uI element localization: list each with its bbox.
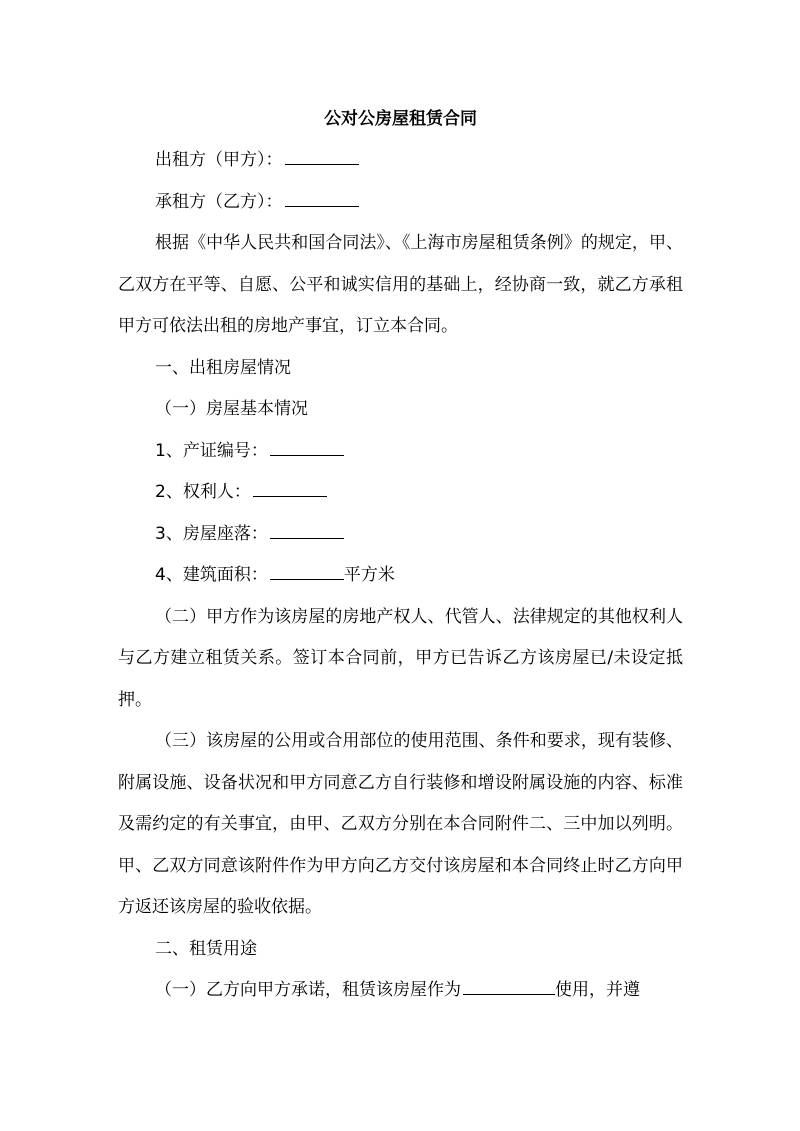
item2-label: 2、权利人： bbox=[155, 482, 251, 502]
lessee-label: 承租方（乙方）： bbox=[155, 191, 283, 212]
sec2-sub1-prefix: （一）乙方向甲方承诺，租赁该房屋作为 bbox=[155, 980, 461, 1000]
sub2-paragraph: （二）甲方作为该房屋的房地产权人、代管人、法律规定的其他权利人与乙方建立租赁关系。签订本合同前，甲方已告诉乙方该房屋已/未设定抵押。 bbox=[118, 606, 683, 710]
lessor-line bbox=[118, 140, 683, 182]
sec2-sub1-suffix: 使用，并遵 bbox=[555, 980, 640, 1000]
preamble-paragraph: 根据《中华人民共和国合同法》、《上海市房屋租赁条例》的规定，甲、乙双方在平等、自愿、公平和诚实信用的基础上，经协商一致，就乙方承租甲方可依法出租的房地产事宜，订立本合同。 bbox=[118, 233, 683, 336]
section2-heading: 二、租赁用途 bbox=[155, 938, 257, 959]
sec2-sub1-line bbox=[118, 970, 683, 1012]
item1-label: 1、产证编号： bbox=[155, 440, 268, 461]
item4-label: 4、建筑面积： bbox=[155, 565, 268, 585]
item2-line bbox=[118, 472, 683, 514]
item4-line bbox=[118, 555, 683, 597]
item4-blank bbox=[270, 562, 344, 580]
lessor-label: 出租方（甲方）： bbox=[155, 150, 283, 170]
sub3-paragraph: （三）该房屋的公用或合用部位的使用范围、条件和要求，现有装修、附属设施、设备状况和甲方同意乙方自行装修和增设附属设施的内容、标准及需约定的有关事宜，由甲、乙双方分别在本合同附件二、三中加以列明。甲、乙双方同意该附件作为甲方向乙方交付该房屋和本合同终止时乙方向甲方返还该房屋的验收依据。 bbox=[118, 731, 683, 917]
item1-blank bbox=[270, 438, 344, 456]
lessor-blank bbox=[285, 147, 359, 165]
contract-title: 公对公房屋租赁合同 bbox=[324, 109, 477, 129]
item1-line bbox=[118, 431, 683, 473]
item2-blank bbox=[253, 479, 327, 497]
sub1-heading: （一）房屋基本情况 bbox=[155, 399, 308, 419]
item3-line bbox=[118, 514, 683, 556]
usage-blank bbox=[463, 977, 555, 995]
lessee-blank bbox=[285, 189, 359, 207]
lessee-line bbox=[118, 182, 683, 224]
item4-unit: 平方米 bbox=[343, 565, 395, 585]
item3-blank bbox=[270, 521, 344, 539]
section1-heading: 一、出租房屋情况 bbox=[155, 357, 291, 378]
item3-label: 3、房屋座落： bbox=[155, 523, 268, 544]
